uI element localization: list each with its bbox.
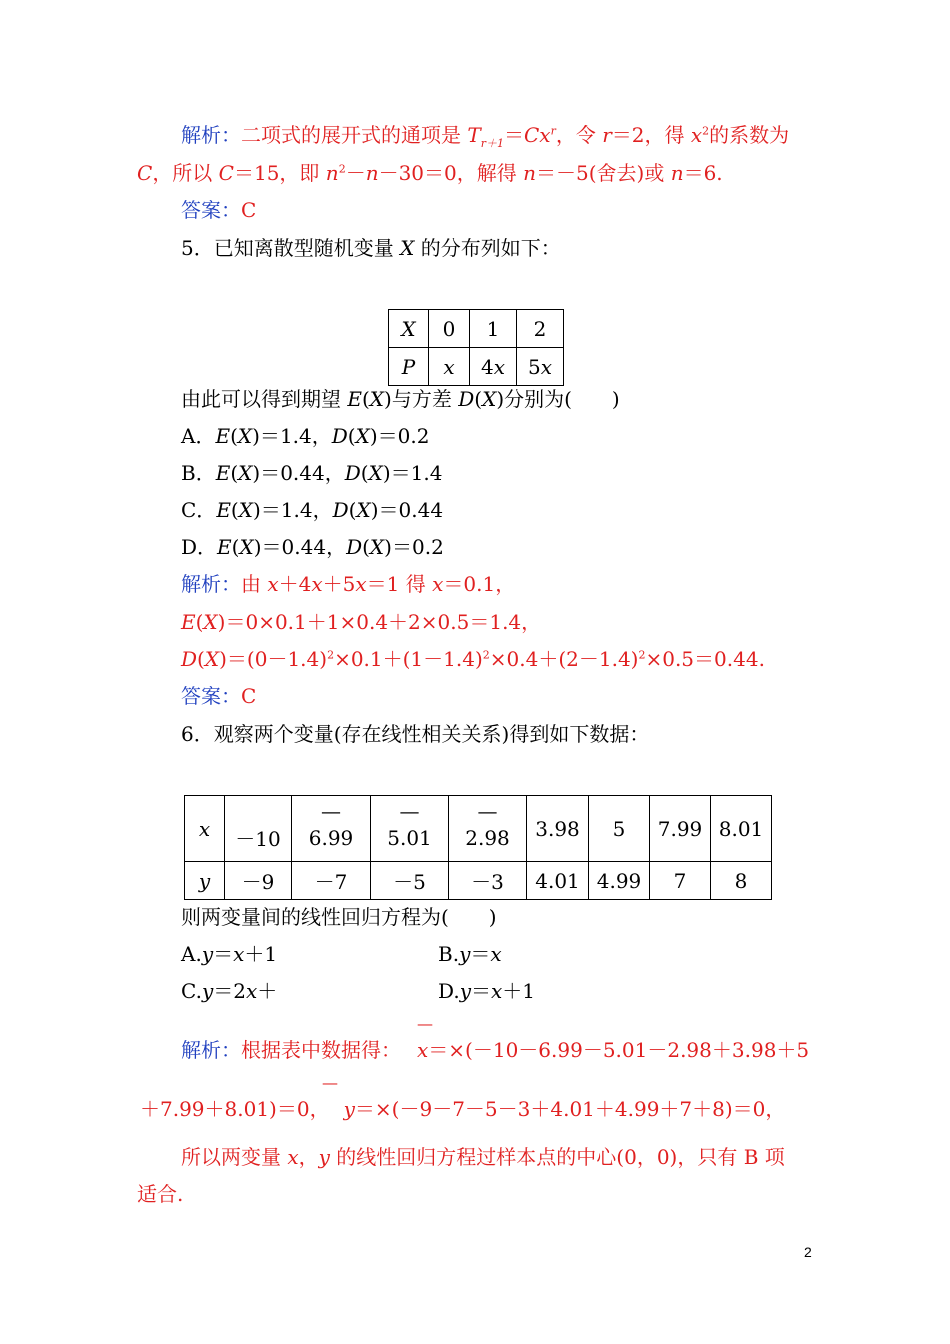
math-var: x xyxy=(540,354,552,379)
table-cell: x xyxy=(429,348,470,386)
analysis-label: 解析： xyxy=(181,1038,241,1062)
text: )＝(0－1.4) xyxy=(219,647,328,671)
text: 的线性回归方程过样本点的中心(0，0)，只有 B 项 xyxy=(329,1145,785,1169)
option-letter: A. xyxy=(181,942,202,966)
math-var: y xyxy=(201,942,214,966)
math-var: x xyxy=(246,979,258,1003)
text: 5．已知离散型随机变量 xyxy=(181,236,401,260)
math-var: x xyxy=(493,354,505,379)
math-var: X xyxy=(369,387,385,411)
table-cell: －3 xyxy=(449,862,527,900)
text: ＋7.99＋8.01)＝0， xyxy=(140,1097,330,1121)
q6-analysis-line-1 xyxy=(181,1037,809,1063)
text: 所以两变量 xyxy=(181,1145,288,1169)
option-letter: B. xyxy=(438,942,460,966)
text: 8.01 xyxy=(718,816,764,841)
option-d-value: 0.44 xyxy=(398,498,444,522)
q4-answer xyxy=(181,197,256,223)
math-var: D xyxy=(181,647,198,671)
math-var: r xyxy=(602,123,612,147)
text: ，所以 xyxy=(152,161,219,185)
text: ＝－5(舍去)或 xyxy=(536,161,671,185)
q6-analysis-line-2 xyxy=(140,1096,785,1122)
text: ＝ xyxy=(503,123,524,147)
q5-distribution-table xyxy=(388,309,564,386)
math-var: x xyxy=(490,942,502,966)
text: ×0.1＋(1－1.4) xyxy=(334,647,483,671)
answer-value: C xyxy=(241,684,257,708)
math-sup: 2 xyxy=(638,648,646,662)
text: ＝×(－10－6.99－5.01－2.98＋3.98＋5 xyxy=(428,1038,810,1062)
q5-answer xyxy=(181,683,256,709)
q5-question xyxy=(181,386,620,412)
option-d-value: 0.2 xyxy=(397,424,430,448)
math-var: n xyxy=(325,161,339,185)
table-cell xyxy=(470,348,517,386)
math-var: T xyxy=(467,123,481,147)
x-bar-overline: — xyxy=(417,1014,433,1033)
text: 6.99 xyxy=(308,826,354,850)
table-row xyxy=(185,796,772,862)
math-var: n xyxy=(365,161,379,185)
y-bar-overline: — xyxy=(322,1073,338,1092)
text: )与方差 xyxy=(384,387,459,411)
table-cell xyxy=(517,348,564,386)
math-var: C xyxy=(218,161,234,185)
text: －10 xyxy=(235,827,281,851)
page-number: 2 xyxy=(804,1244,812,1260)
text: 3.98 xyxy=(535,816,580,841)
table-cell: －5 xyxy=(371,862,449,900)
text: ( xyxy=(197,647,205,671)
math-var: x xyxy=(287,1145,299,1169)
math-sup: 2 xyxy=(327,648,335,662)
analysis-label: 解析： xyxy=(181,123,241,147)
q6-question: 则两变量间的线性回归方程为( ) xyxy=(181,905,497,929)
table-cell xyxy=(225,796,292,862)
q5-stem xyxy=(181,235,561,261)
math-var: x xyxy=(311,572,323,596)
math-var: x xyxy=(690,123,703,147)
math-var: x xyxy=(267,572,279,596)
table-cell: X xyxy=(389,310,429,348)
math-var: X xyxy=(400,236,415,260)
text: 的分布列如下： xyxy=(414,236,561,260)
text: ( xyxy=(195,610,204,634)
math-var: E xyxy=(181,610,196,634)
table-cell xyxy=(527,796,589,862)
math-var: x xyxy=(355,572,367,596)
option-letter: D. xyxy=(438,979,460,1003)
answer-value: C xyxy=(241,198,257,222)
table-row xyxy=(389,348,564,386)
text: ，令 xyxy=(555,123,603,147)
q5-option-c: C．E(X)＝1.4，D(X)＝0.44 xyxy=(181,498,444,522)
text: ＋4 xyxy=(278,572,312,596)
option-letter: C. xyxy=(181,979,202,1003)
text: 5 xyxy=(527,354,541,379)
table-cell xyxy=(589,796,650,862)
q6-option-b xyxy=(438,941,502,967)
q6-option-c xyxy=(181,978,277,1004)
math-var: y xyxy=(318,1145,330,1169)
table-cell: x xyxy=(185,796,225,862)
text: — xyxy=(477,799,498,823)
text: ＝2 xyxy=(213,979,246,1003)
text xyxy=(225,805,291,823)
q5-option-b: B．E(X)＝0.44，D(X)＝1.4 xyxy=(181,461,443,485)
text: 二项式的展开式的通项是 xyxy=(241,123,468,147)
q5-analysis-line-3 xyxy=(181,646,765,672)
text: ( xyxy=(474,387,483,411)
option-d-value: 0.2 xyxy=(411,535,444,559)
text: ×0.5＝0.44. xyxy=(645,647,765,671)
math-var: X xyxy=(204,647,220,671)
text: )分别为( ) xyxy=(496,387,620,411)
math-sup: 2 xyxy=(482,648,490,662)
text: ＋1 xyxy=(244,942,278,966)
text: 5.01 xyxy=(387,826,432,850)
table-cell: 0 xyxy=(429,310,470,348)
text: 由此可以得到期望 xyxy=(181,387,348,411)
q5-analysis-line-2 xyxy=(181,609,541,635)
option-letter: A． xyxy=(181,424,216,448)
text: ＝15，即 xyxy=(233,161,326,185)
text: ＋5 xyxy=(322,572,356,596)
table-cell xyxy=(650,796,711,862)
table-cell: 4.99 xyxy=(589,862,650,900)
table-cell xyxy=(292,796,371,862)
table-cell: 1 xyxy=(470,310,517,348)
table-cell: －7 xyxy=(292,862,371,900)
text: ＝1 得 xyxy=(366,572,433,596)
option-e-value: 0.44 xyxy=(280,461,325,485)
math-sup: 2 xyxy=(702,124,710,138)
text: ＝ xyxy=(213,942,234,966)
q6-data-table xyxy=(184,795,772,900)
option-e-value: 1.4 xyxy=(279,424,312,448)
math-var: x xyxy=(233,942,245,966)
table-row xyxy=(389,310,564,348)
text: ， xyxy=(298,1145,319,1169)
option-e-value: 1.4 xyxy=(280,498,313,522)
math-var: C xyxy=(523,123,540,147)
option-e-value: 0.44 xyxy=(281,535,327,559)
text: ＝6. xyxy=(683,161,723,185)
math-var: C xyxy=(137,161,153,185)
math-var: X xyxy=(203,610,218,634)
table-cell: －9 xyxy=(225,862,292,900)
q5-option-d: D．E(X)＝0.44，D(X)＝0.2 xyxy=(181,535,444,559)
table-cell: P xyxy=(389,348,429,386)
text: 由 xyxy=(241,572,268,596)
answer-label: 答案： xyxy=(181,684,241,708)
text: ( xyxy=(361,387,370,411)
q6-option-d xyxy=(438,978,535,1004)
q6-stem: 6．观察两个变量(存在线性相关关系)得到如下数据： xyxy=(181,722,650,746)
text: 2.98 xyxy=(465,826,510,850)
text: 根据表中数据得： xyxy=(241,1038,401,1062)
analysis-label: 解析： xyxy=(181,572,241,596)
text: ×0.4＋(2－1.4) xyxy=(489,647,639,671)
math-var: X xyxy=(482,387,497,411)
q6-analysis-line-3 xyxy=(181,1144,785,1170)
text: 5 xyxy=(612,816,626,841)
math-sup: 2 xyxy=(338,162,346,176)
math-var: y xyxy=(201,979,214,1003)
table-row xyxy=(185,862,772,900)
table-cell xyxy=(449,796,527,862)
text: — xyxy=(321,799,341,823)
table-cell: 4.01 xyxy=(527,862,589,900)
option-letter: D． xyxy=(181,535,218,559)
option-letter: B． xyxy=(181,461,216,485)
math-var: y xyxy=(459,942,471,966)
math-var: y xyxy=(459,979,471,1003)
table-cell: 8 xyxy=(711,862,772,900)
option-d-value: 1.4 xyxy=(410,461,443,485)
text: － xyxy=(345,161,366,185)
math-var: n xyxy=(523,161,536,185)
text: ＝ xyxy=(470,942,491,966)
text: 的系数为 xyxy=(709,123,790,147)
q6-analysis-line-4: 适合. xyxy=(137,1182,184,1206)
q4-analysis-line-2 xyxy=(137,160,723,186)
table-cell xyxy=(371,796,449,862)
math-sup: r xyxy=(550,124,556,138)
text: ＝2，得 xyxy=(611,123,691,147)
q5-analysis-line-1 xyxy=(181,571,515,597)
text: ＋1 xyxy=(502,979,536,1003)
text: )＝0×0.1＋1×0.4＋2×0.5＝1.4， xyxy=(217,610,542,634)
q6-option-a xyxy=(181,941,277,967)
table-cell: 2 xyxy=(517,310,564,348)
text: ＝ xyxy=(471,979,491,1003)
math-sub: r＋1 xyxy=(480,137,504,150)
answer-label: 答案： xyxy=(181,198,241,222)
text: ＝×(－9－7－5－3＋4.01＋4.99＋7＋8)＝0， xyxy=(354,1097,786,1121)
q4-analysis-line-1 xyxy=(181,122,789,148)
math-var: x xyxy=(491,979,503,1003)
q5-option-a: A．E(X)＝1.4，D(X)＝0.2 xyxy=(181,424,430,448)
table-cell: 7 xyxy=(650,862,711,900)
text: 4 xyxy=(480,354,494,379)
math-var: y xyxy=(343,1097,355,1121)
text: 7.99 xyxy=(657,816,703,841)
text: －30＝0，解得 xyxy=(378,161,524,185)
math-var: n xyxy=(670,161,684,185)
option-letter: C． xyxy=(181,498,217,522)
text: ＋ xyxy=(257,979,278,1003)
table-cell: y xyxy=(185,862,225,900)
text: — xyxy=(399,799,420,823)
math-var: E xyxy=(347,387,362,411)
math-var: D xyxy=(458,387,475,411)
math-var: x xyxy=(417,1038,429,1062)
math-var: x xyxy=(539,123,551,147)
text: ＝0.1， xyxy=(443,572,516,596)
math-var: x xyxy=(432,572,444,596)
table-cell xyxy=(711,796,772,862)
